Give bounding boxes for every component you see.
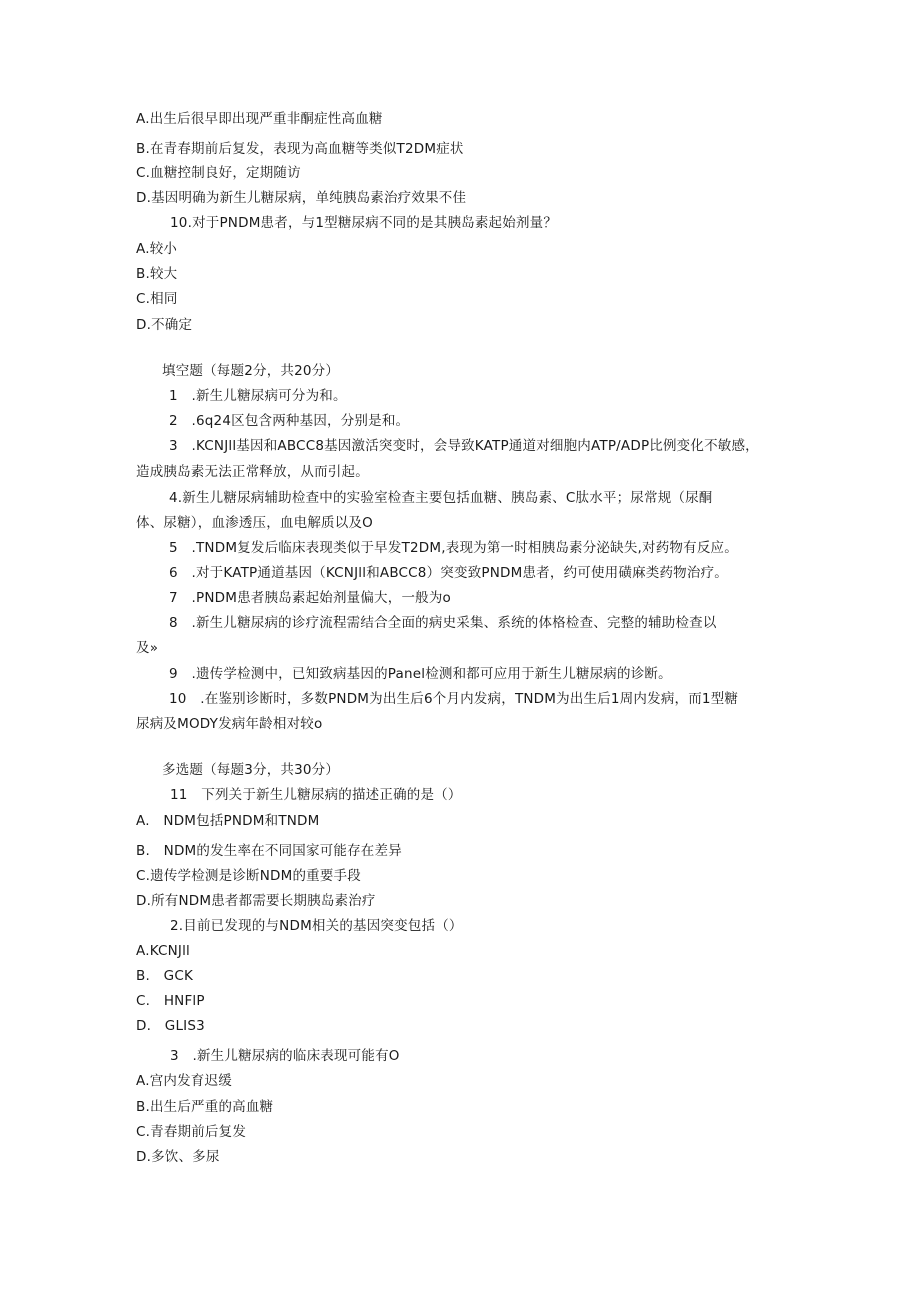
mc-q11-option-a: A. NDM包括PNDM和TNDM: [136, 813, 320, 829]
fill-blank-item-6: 6 .对于KATP通道基因（KCNJll和ABCC8）突变致PNDM患者，约可使用磺麻类药物治疗。: [169, 565, 728, 581]
q10-option-a: A.较小: [136, 241, 178, 257]
multi-choice-heading: 多选题（每题3分，共30分）: [162, 762, 340, 778]
fill-blank-item-10-cont: 尿病及MODY发病年龄相对较o: [136, 716, 323, 732]
q10-option-d: D.不确定: [136, 317, 193, 333]
mc-q11-option-b: B. NDM的发生率在不同国家可能存在差异: [136, 843, 402, 859]
option-d: D.基因明确为新生儿糖尿病，单纯胰岛素治疗效果不佳: [136, 190, 467, 206]
fill-blank-item-7: 7 .PNDM患者胰岛素起始剂量偏大，一般为o: [169, 590, 452, 606]
fill-blank-item-3-cont: 造成胰岛素无法正常释放，从而引起。: [136, 464, 369, 480]
q10-option-b: B.较大: [136, 266, 178, 282]
option-a: A.出生后很早即出现严重非酮症性高血糖: [136, 111, 383, 127]
fill-blank-item-2: 2 .6q24区包含两种基因，分别是和。: [169, 413, 410, 429]
fill-blank-item-5: 5 .TNDM复发后临床表现类似于早发T2DM,表现为第一时相胰岛素分泌缺失,对药物有反应。: [169, 540, 738, 556]
fill-blank-item-4-cont: 体、尿糖），血渗透压，血电解质以及O: [136, 515, 373, 531]
fill-blank-item-1: 1 .新生儿糖尿病可分为和。: [169, 388, 347, 404]
option-c: C.血糖控制良好，定期随访: [136, 165, 301, 181]
option-b: B.在青春期前后复发，表现为高血糖等类似T2DM症状: [136, 141, 464, 157]
fill-blank-item-9: 9 .遗传学检测中，已知致病基因的Panel检测和都可应用于新生儿糖尿病的诊断。: [169, 666, 672, 682]
mc-q11-option-d: D.所有NDM患者都需要长期胰岛素治疗: [136, 893, 376, 909]
mc-q3-option-b: B.出生后严重的高血糖: [136, 1099, 274, 1115]
fill-blank-item-4: 4.新生儿糖尿病辅助检查中的实验室检查主要包括血糖、胰岛素、C肽水平；尿常规（尿酮: [169, 490, 713, 506]
mc-q11-option-c: C.遗传学检测是诊断NDM的重要手段: [136, 868, 361, 884]
fill-blank-item-10: 10 .在鉴别诊断时，多数PNDM为出生后6个月内发病，TNDM为出生后1周内发病，而1型糖: [169, 691, 739, 707]
fill-blank-item-3: 3 .KCNJll基因和ABCC8基因激活突变时，会导致KATP通道对细胞内ATP/ADP比例变化不敏感，: [169, 438, 759, 454]
mc-question-2-stem: 2.目前已发现的与NDM相关的基因突变包括（）: [170, 918, 463, 934]
mc-question-3-stem: 3 .新生儿糖尿病的临床表现可能有O: [170, 1048, 400, 1064]
mc-q2-option-a: A.KCNJll: [136, 943, 191, 959]
question-10-stem: 10.对于PNDM患者，与1型糖尿病不同的是其胰岛素起始剂量？: [170, 215, 558, 231]
mc-q3-option-a: A.宫内发育迟缓: [136, 1073, 232, 1089]
mc-q2-option-b: B. GCK: [136, 968, 193, 984]
mc-q2-option-d: D. GLIS3: [136, 1018, 205, 1034]
fill-blank-item-8: 8 .新生儿糖尿病的诊疗流程需结合全面的病史采集、系统的体格检查、完整的辅助检查以: [169, 615, 717, 631]
mc-q3-option-d: D.多饮、多尿: [136, 1149, 220, 1165]
fill-blank-item-8-cont: 及»: [136, 640, 159, 656]
mc-question-11-stem: 11 下列关于新生儿糖尿病的描述正确的是（）: [170, 787, 462, 803]
fill-blank-heading: 填空题（每题2分，共20分）: [162, 363, 340, 379]
mc-q3-option-c: C.青春期前后复发: [136, 1124, 247, 1140]
q10-option-c: C.相同: [136, 291, 178, 307]
mc-q2-option-c: C. HNFlP: [136, 993, 205, 1009]
